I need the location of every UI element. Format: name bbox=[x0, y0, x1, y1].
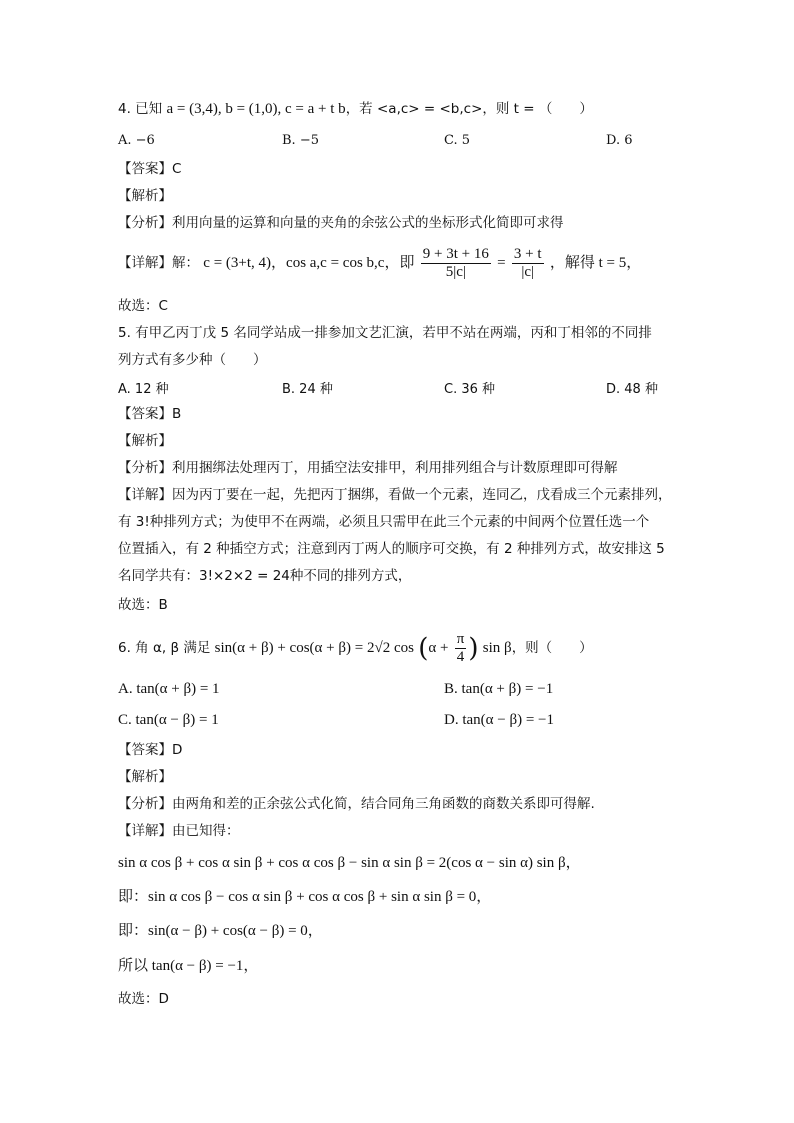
q5-option-b: B. 24 种 bbox=[282, 382, 333, 397]
q4-stem-cond: ，若 <a,c> = <b,c>，则 t = （ ） bbox=[345, 101, 593, 117]
q5-option-d: D. 48 种 bbox=[606, 382, 658, 397]
q6-option-d: D. tan(α − β) = −1 bbox=[444, 712, 555, 728]
q5-fenxi: 【分析】利用捆绑法处理丙丁，用插空法安排甲，利用排列组合与计数原理即可得解 bbox=[118, 460, 618, 476]
q6-analysis-heading: 【解析】 bbox=[118, 769, 172, 785]
q6-stem-prefix: 6. 角 α, β 满足 bbox=[118, 640, 211, 656]
q4-analysis-heading: 【解析】 bbox=[118, 188, 172, 204]
q4-stem-prefix: 4. 已知 bbox=[118, 101, 163, 117]
q5-stem-line-1: 5. 有甲乙丙丁戊 5 名同学站成一排参加文艺汇演，若甲不站在两端，丙和丁相邻的不同排 bbox=[118, 325, 652, 341]
q5-answer: 【答案】B bbox=[118, 406, 182, 422]
q4-option-a: A. −6 bbox=[118, 133, 155, 148]
q4-fraction-right-numerator: 3 + t bbox=[513, 246, 542, 262]
q4-option-c: C. 5 bbox=[444, 133, 471, 148]
q6-fenxi: 【分析】由两角和差的正余弦公式化简，结合同角三角函数的商数关系即可得解. bbox=[118, 796, 595, 812]
q4-fraction-left bbox=[421, 246, 491, 281]
q5-option-c: C. 36 种 bbox=[444, 382, 496, 397]
q6-stem-math-left: sin(α + β) + cos(α + β) = 2√2 cos bbox=[214, 640, 414, 656]
q6-stem: 6. 角 α, β 满足 sin(α + β) + cos(α + β) = 2√2 cos (α + $\frac{\pi}{4}$ ) sin β，则（ ） bbox=[118, 631, 593, 665]
q6-option-a: A. tan(α + β) = 1 bbox=[118, 681, 220, 697]
q4-option-b: B. −5 bbox=[282, 133, 319, 148]
q5-detail-line-2: 有 3!种排列方式；为使甲不在两端，必须且只需甲在此三个元素的中间两个位置任选一个 bbox=[118, 514, 650, 530]
q6-pi-denominator: 4 bbox=[456, 649, 465, 665]
q4-detail-math-2: ，解得 t = 5， bbox=[549, 255, 642, 271]
q6-detail-heading: 【详解】由已知得： bbox=[118, 823, 240, 839]
q4-conclusion: 故选：C bbox=[118, 298, 168, 314]
q4-fraction-left-numerator: 9 + 3t + 16 bbox=[422, 246, 489, 262]
q4-option-d: D. 6 bbox=[606, 133, 633, 148]
q5-detail-line-3: 位置插入，有 2 种插空方式；注意到丙丁两人的顺序可交换，有 2 种排列方式，故安排这 5 bbox=[118, 541, 665, 557]
q4-fraction-right-denominator: |c| bbox=[521, 264, 535, 280]
q5-stem-line-2: 列方式有多少种（ ） bbox=[118, 352, 267, 368]
q6-pi-numerator: π bbox=[456, 631, 465, 647]
q4-detail-label: 【详解】解： bbox=[118, 255, 199, 271]
q6-conclusion: 故选：D bbox=[118, 991, 169, 1007]
q6-pi-over-4 bbox=[455, 631, 467, 666]
q6-stem-suffix: ，则（ ） bbox=[511, 640, 593, 656]
q6-step-3: 即：sin(α − β) + cos(α − β) = 0， bbox=[118, 923, 323, 939]
q4-stem-math: a = (3,4), b = (1,0), c = a + t b bbox=[166, 101, 346, 117]
q4-detail-math-1: c = (3+t, 4)，cos a,c = cos b,c，即 bbox=[203, 255, 415, 271]
q4-stem bbox=[118, 100, 593, 118]
q6-stem-math-right: sin β bbox=[482, 640, 512, 656]
q5-conclusion: 故选：B bbox=[118, 597, 168, 613]
q4-fenxi: 【分析】利用向量的运算和向量的夹角的余弦公式的坐标形式化简即可求得 bbox=[118, 215, 564, 231]
q4-answer: 【答案】C bbox=[118, 161, 182, 177]
q5-detail-line-1: 【详解】因为丙丁要在一起，先把丙丁捆绑，看做一个元素，连同乙，戊看成三个元素排列， bbox=[118, 487, 672, 503]
q6-stem-paren-inner: α + bbox=[428, 640, 449, 656]
q6-step-2: 即：sin α cos β − cos α sin β + cos α cos β + sin α sin β = 0， bbox=[118, 889, 492, 905]
q6-option-c: C. tan(α − β) = 1 bbox=[118, 712, 219, 728]
q5-analysis-heading: 【解析】 bbox=[118, 433, 172, 449]
q4-fraction-right bbox=[512, 246, 544, 281]
q6-option-b: B. tan(α + β) = −1 bbox=[444, 681, 554, 697]
q4-fraction-left-denominator: 5|c| bbox=[445, 264, 466, 280]
q6-step-1: sin α cos β + cos α sin β + cos α cos β − sin α sin β = 2(cos α − sin α) sin β， bbox=[118, 855, 581, 871]
q5-option-a: A. 12 种 bbox=[118, 382, 169, 397]
q6-answer: 【答案】D bbox=[118, 742, 183, 758]
q5-detail-line-4: 名同学共有：3!×2×2 = 24种不同的排列方式， bbox=[118, 568, 412, 584]
q6-step-4: 所以 tan(α − β) = −1， bbox=[118, 958, 259, 974]
q4-detail: 【详解】解： c = (3+t, 4)，cos a,c = cos b,c，即 $\frac{9 + 3t + 16}{5|c|}$ = $\frac{3 + t}{|c|}$ ，解得 t = 5， bbox=[118, 246, 642, 280]
